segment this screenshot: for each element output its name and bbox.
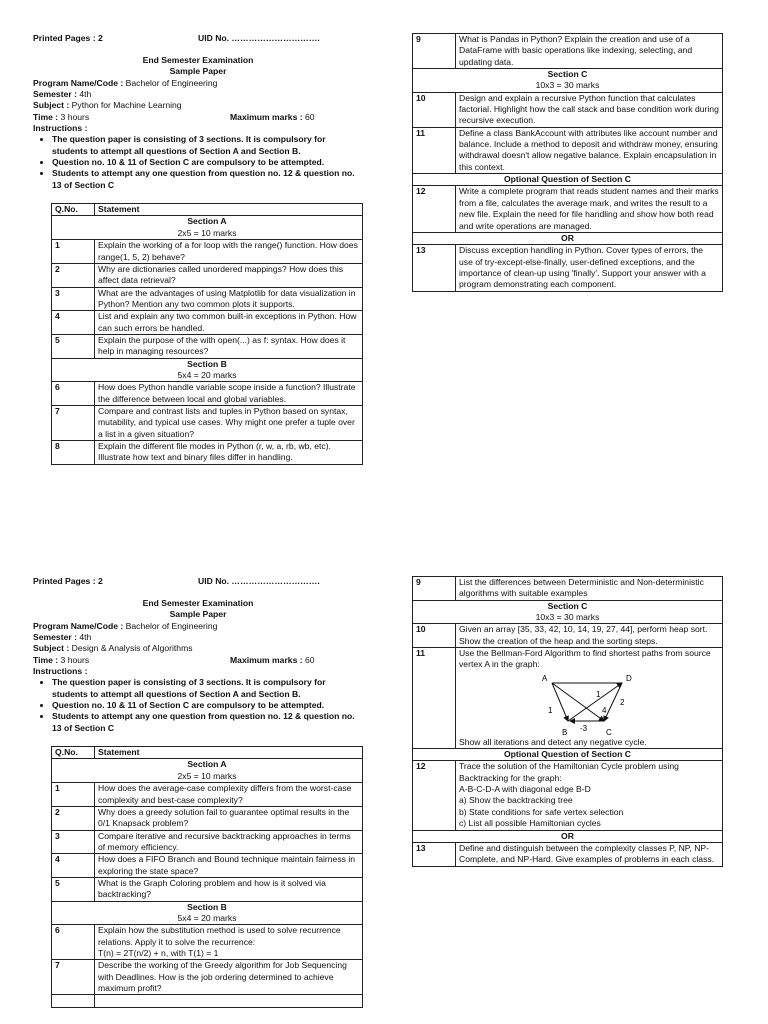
table-row: 13 Discuss exception handling in Python. Cover types of errors, the use of try-except-else-finally, user-defined exceptions, and the importance of clean-up using 'finally'. Support your answer with a program demonstrating each component.	[413, 245, 723, 291]
table-row: 5 Explain the purpose of the with open(...) as f: syntax. How does it help in managing resources?	[52, 334, 363, 358]
or-row: OR	[413, 232, 723, 244]
optional-row: Optional Question of Section C	[413, 174, 723, 186]
table-row: 11 Use the Bellman-Ford Algorithm to find shortest paths from source vertex A in the graph: A D B C 1 2 4 1 -3 Show all iterations and detect any negative cycle.	[413, 648, 723, 749]
graph-node-c: C	[606, 727, 612, 737]
exam-title: End Semester Examination	[142, 598, 254, 608]
question-table-cont	[412, 576, 723, 867]
graph-node-b: B	[562, 727, 568, 737]
edge-label: -3	[580, 723, 588, 733]
table-row: 7 Compare and contrast lists and tuples in Python based on syntax, mutability, and typical use cases. Why might one prefer a tuple over a list in a given situation?	[52, 405, 363, 440]
table-row: 4 How does a FIFO Branch and Bound technique maintain fairness in exploring the state space?	[52, 854, 363, 878]
instruction-item: • Question no. 10 & 11 of Section C are compulsory to be attempted.	[52, 700, 363, 711]
table-row: 10 Given an array [35, 33, 42, 10, 14, 19, 27, 44], perform heap sort. Show the creation of the heap and the sorting steps.	[413, 624, 723, 648]
instructions-label: Instructions :	[33, 123, 88, 134]
table-row: 9 List the differences between Deterministic and Non-deterministic algorithms with suitable examples	[413, 577, 723, 601]
instruction-item: • Students to attempt any one question from question no. 12 & question no. 13 of Section C	[52, 168, 363, 191]
section-b-row: Section B 5x4 = 20 marks	[52, 358, 363, 382]
graph-node-a: A	[542, 673, 548, 683]
subject-line: Subject : Python for Machine Learning	[33, 100, 182, 111]
edge-label: 2	[620, 697, 625, 707]
exam-title: End Semester Examination	[142, 55, 254, 65]
table-row: 4 List and explain any two common built-in exceptions in Python. How can such errors be handled.	[52, 311, 363, 335]
table-row: 11 Define a class BankAccount with attributes like account number and balance. Include a method to deposit and withdraw money, ensuring withdrawal doesn't allow negative balance. Explain encapsulation in this context.	[413, 127, 723, 173]
exam-subtitle: Sample Paper	[169, 609, 227, 620]
time-line: Time : 3 hours Maximum marks : 60	[33, 111, 315, 122]
semester-line: Semester : 4th	[33, 89, 92, 100]
table-row: 9 What is Pandas in Python? Explain the creation and use of a DataFrame with basic operations like indexing, selecting, and updating data.	[413, 34, 723, 69]
table-row: 2 Why does a greedy solution fail to guarantee optimal results in the 0/1 Knapsack problem?	[52, 806, 363, 830]
exam1-header	[33, 33, 363, 46]
table-row: 1 How does the average-case complexity differs from the worst-case complexity and best-case complexity?	[52, 783, 363, 807]
max-marks: Maximum marks : 60	[230, 654, 315, 665]
instructions-label: Instructions :	[33, 666, 88, 677]
table-row: 10 Design and explain a recursive Python function that calculates factorial. Highlight how the call stack and base condition work during recursive execution.	[413, 92, 723, 127]
table-row: 12 Trace the solution of the Hamiltonian Cycle problem using Backtracking for the graph: A-B-C-D-A with diagonal edge B-D a) Show the backtracking tree b) State conditions for safe vertex selection c) List all possible Hamiltonian cycles	[413, 761, 723, 830]
table-header: Q.No. Statement	[52, 204, 363, 216]
program-line: Program Name/Code : Bachelor of Engineering	[33, 620, 218, 631]
program-line: Program Name/Code : Bachelor of Engineering	[33, 77, 218, 88]
table-header: Q.No. Statement	[52, 747, 363, 759]
question-table	[51, 203, 363, 465]
semester-line: Semester : 4th	[33, 632, 92, 643]
instruction-item: • Question no. 10 & 11 of Section C are compulsory to be attempted.	[52, 157, 363, 168]
instruction-item: • The question paper is consisting of 3 sections. It is compulsory for students to attempt all questions of Section A and Section B.	[52, 134, 363, 157]
section-c-row: Section C 10x3 = 30 marks	[413, 69, 723, 93]
edge-label: 1	[548, 705, 553, 715]
table-row: 6 How does Python handle variable scope inside a function? Illustrate the difference between local and global variables.	[52, 382, 363, 406]
table-row: 3 Compare iterative and recursive backtracking approaches in terms of memory efficiency.	[52, 830, 363, 854]
subject-line: Subject : Design & Analysis of Algorithms	[33, 643, 193, 654]
or-row: OR	[413, 830, 723, 842]
printed-pages: Printed Pages : 2	[33, 576, 103, 586]
exam2-right	[412, 576, 723, 867]
max-marks: Maximum marks : 60	[230, 111, 315, 122]
bellman-ford-graph	[534, 673, 644, 737]
table-row: 7 Describe the working of the Greedy algorithm for Job Sequencing with Deadlines. How is the job ordering determined to achieve maximum profit?	[52, 960, 363, 995]
section-a-row: Section A 2x5 = 10 marks	[52, 759, 363, 783]
table-row: 13 Define and distinguish between the complexity classes P, NP, NP-Complete, and NP-Hard. Give examples of problems in each class.	[413, 842, 723, 866]
instruction-item: • The question paper is consisting of 3 sections. It is compulsory for students to attempt all questions of Section A and Section B.	[52, 677, 363, 700]
table-row: 1 Explain the working of a for loop with the range() function. How does range(1, 5, 2) behave?	[52, 240, 363, 264]
table-row	[52, 995, 363, 1007]
edge-label: 1	[596, 689, 601, 699]
uid-field: UID No. ………………………….	[198, 576, 320, 586]
exam2-left	[33, 576, 363, 1008]
section-a-row: Section A 2x5 = 10 marks	[52, 216, 363, 240]
section-c-row: Section C 10x3 = 30 marks	[413, 600, 723, 624]
exam2-header	[33, 576, 363, 589]
table-row: 6 Explain how the substitution method is used to solve recurrence relations. Apply it to solve the recurrence: T(n) = 2T(n/2) + n, with T(1) = 1	[52, 925, 363, 960]
instructions-list	[33, 134, 363, 191]
graph-node-d: D	[626, 673, 632, 683]
question-table	[51, 746, 363, 1008]
optional-row: Optional Question of Section C	[413, 749, 723, 761]
uid-field: UID No. ………………………….	[198, 33, 320, 43]
question-table-cont	[412, 33, 723, 292]
table-row: 8 Explain the different file modes in Python (r, w, a, rb, wb, etc). Illustrate how text and binary files differ in handling.	[52, 441, 363, 465]
edge-label: 4	[602, 705, 607, 715]
instruction-item: • Students to attempt any one question from question no. 12 & question no. 13 of Section C	[52, 711, 363, 734]
table-row: 12 Write a complete program that reads student names and their marks from a file, calculates the average mark, and writes the result to a new file. Explain the need for file handling and show how both read and write operations are managed.	[413, 186, 723, 232]
table-row: 3 What are the advantages of using Matplotlib for data visualization in Python? Mention any two common plots it supports.	[52, 287, 363, 311]
table-row: 2 Why are dictionaries called unordered mappings? How does this affect data retrieval?	[52, 263, 363, 287]
table-row: 5 What is the Graph Coloring problem and how is it solved via backtracking?	[52, 877, 363, 901]
exam1-right	[412, 33, 723, 292]
exam1-left	[33, 33, 363, 465]
time-line: Time : 3 hours Maximum marks : 60	[33, 654, 315, 665]
section-b-row: Section B 5x4 = 20 marks	[52, 901, 363, 925]
instructions-list	[33, 677, 363, 734]
exam-subtitle: Sample Paper	[169, 66, 227, 77]
printed-pages: Printed Pages : 2	[33, 33, 103, 43]
